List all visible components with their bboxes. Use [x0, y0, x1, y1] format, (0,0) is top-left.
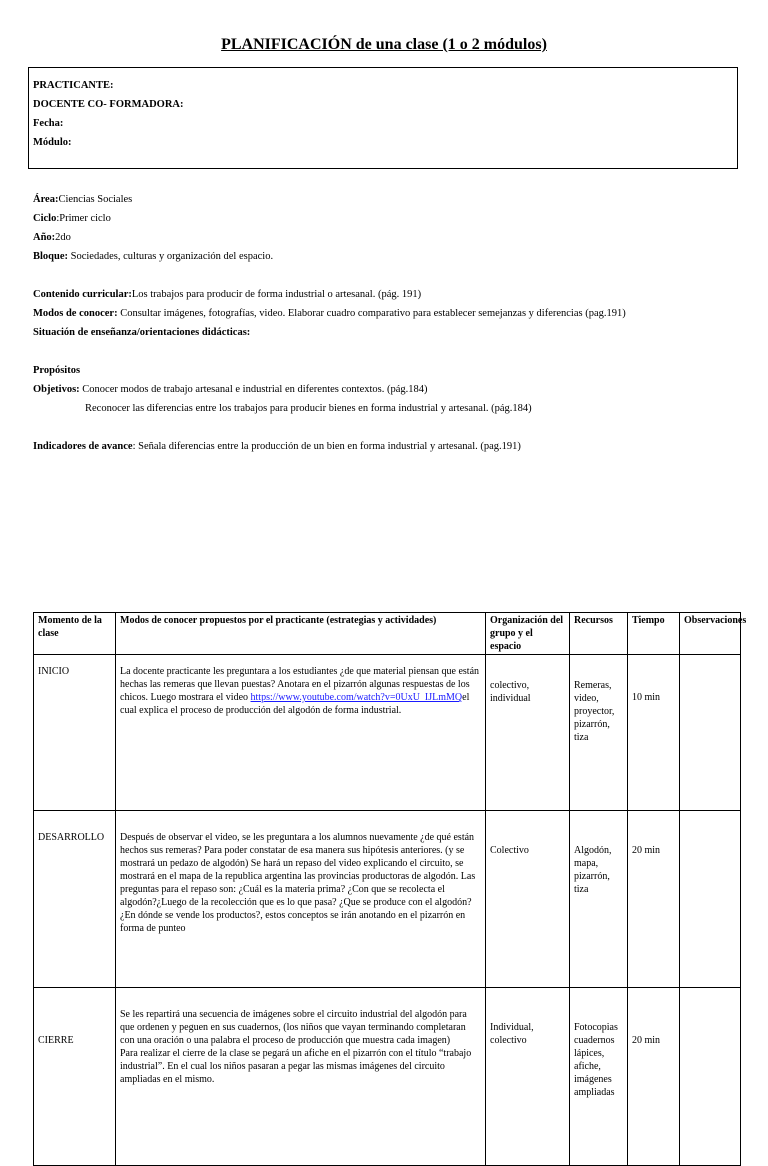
tiempo-cell: 20 min: [628, 988, 680, 1166]
ciclo-value: :Primer ciclo: [56, 213, 111, 224]
contenido-label: Contenido curricular:: [33, 289, 132, 300]
practicante-label: PRACTICANTE:: [33, 80, 114, 91]
modos-cell: [116, 988, 486, 1166]
recursos-cell: Fotocopias cuadernos lápices, afiche, imágenes ampliadas: [570, 988, 628, 1166]
table-header-row: [34, 613, 741, 655]
modos-label: Modos de conocer:: [33, 308, 118, 319]
anio-line: [33, 230, 753, 249]
col-header-tiempo: Tiempo: [628, 613, 680, 655]
indicadores-value: : Señala diferencias entre la producción de un bien en forma industrial y artesanal. (pag.191): [132, 441, 521, 452]
col-header-momento: Momento de la clase: [34, 613, 116, 655]
col-header-observaciones: Observaciones: [680, 613, 741, 655]
ciclo-label: Ciclo: [33, 213, 57, 224]
observaciones-cell: [680, 988, 741, 1166]
area-line: [33, 192, 753, 211]
table-row: [34, 811, 741, 988]
objetivo-1: Conocer modos de trabajo artesanal e industrial en diferentes contextos. (pág.184): [79, 384, 428, 395]
planning-table: [33, 612, 747, 1166]
observaciones-cell: [680, 655, 741, 811]
momento-cell: DESARROLLO: [34, 811, 116, 988]
col-header-recursos: Recursos: [570, 613, 628, 655]
document-title: PLANIFICACIÓN de una clase (1 o 2 módulos): [221, 36, 547, 53]
organizacion-cell: Individual, colectivo: [486, 988, 570, 1166]
recursos-cell: Remeras, video, proyector, pizarrón, tiza: [570, 655, 628, 811]
bloque-line: [33, 249, 753, 268]
momento-cell: CIERRE: [34, 988, 116, 1166]
indicadores-section: [33, 439, 753, 458]
video-link[interactable]: https://www.youtube.com/watch?v=0UxU_IJLmMQ: [250, 692, 463, 703]
recursos-cell: Algodón, mapa, pizarrón, tiza: [570, 811, 628, 988]
observaciones-cell: [680, 811, 741, 988]
propositos-section: [33, 363, 753, 420]
tiempo-cell: 20 min: [628, 811, 680, 988]
objetivos-line: [33, 382, 753, 401]
propositos-label: Propósitos: [33, 365, 81, 376]
objetivo-2: Reconocer las diferencias entre los trabajos para producir bienes en forma industrial y artesanal. (pág.184): [85, 403, 532, 414]
indicadores-line: [33, 439, 753, 458]
curriculum-section: [33, 287, 753, 344]
anio-value: 2do: [55, 232, 71, 243]
modos-text-continued: Para realizar el cierre de la clase se pegará un afiche en el pizarrón con el título “trabajo industrial”. En el cual los niños pasaran a pegar las mismas imágenes del circuito ampliadas en el mismo.: [120, 1048, 472, 1085]
anio-label: Año:: [33, 232, 56, 243]
bloque-value: Sociedades, culturas y organización del espacio.: [68, 251, 274, 262]
header-box: [28, 67, 738, 169]
contenido-line: [33, 287, 753, 306]
modos-cell: Después de observar el video, se les preguntara a los alumnos nuevamente ¿de qué están hechos sus remeras? Para poder constatar de esa manera sus hipótesis anteriores. (y se mostrará un pedazo de algodón) Se hará un repaso del video explicando el circuito, se mostrará en el mapa de la republica argentina las provincias productoras de algodón. Las preguntas para el repaso son: ¿Cuál es la materia prima? ¿Con que se recolecta el algodón?¿Luego de la recolección que es lo que pasa? ¿Que se produce con el algodón? ¿En dónde se vende los productos?, estos conceptos se irán anotando en el pizarrón en forma de punteo: [116, 811, 486, 988]
col-header-modos: Modos de conocer propuestos por el practicante (estrategias y actividades): [116, 613, 486, 655]
modos-value: Consultar imágenes, fotografías, video. Elaborar cuadro comparativo para establecer semejanzas y diferencias (pag.191): [117, 308, 626, 319]
fecha-label: Fecha:: [33, 118, 64, 129]
table-row: [34, 988, 741, 1166]
info-section: [33, 192, 753, 268]
modos-line: [33, 306, 753, 325]
modulo-label: Módulo:: [33, 137, 72, 148]
bloque-label: Bloque:: [33, 251, 69, 262]
modos-text: Se les repartirá una secuencia de imágenes sobre el circuito industrial del algodón para que ordenen y peguen en sus cuadernos, (los niños que vayan terminando completaran con una oración o una palabra el proceso de producción que muestra cada imagen): [120, 1009, 467, 1046]
area-label: Área:: [33, 194, 59, 205]
modos-cell: [116, 655, 486, 811]
ciclo-line: [33, 211, 753, 230]
objetivos-label: Objetivos:: [33, 384, 80, 395]
contenido-value: Los trabajos para producir de forma industrial o artesanal. (pág. 191): [131, 289, 422, 300]
situacion-label: Situación de enseñanza/orientaciones didácticas:: [33, 327, 251, 338]
modos-text-continued: el cual explica el proceso de producción del algodón de forma industrial.: [120, 692, 470, 716]
area-value: Ciencias Sociales: [58, 194, 133, 205]
organizacion-cell: Colectivo: [486, 811, 570, 988]
modos-text: La docente practicante les preguntara a los estudiantes ¿de que material piensan que están hechas las remeras que llevan puestas? Anotara en el pizarrón algunas respuestas de los chicos. Luego mostrara el video: [120, 666, 480, 703]
col-header-organizacion: Organización del grupo y el espacio: [486, 613, 570, 655]
docente-label: DOCENTE CO- FORMADORA:: [33, 99, 184, 110]
indicadores-label: Indicadores de avance: [33, 441, 133, 452]
tiempo-cell: 10 min: [628, 655, 680, 811]
momento-cell: INICIO: [34, 655, 116, 811]
table-row: [34, 655, 741, 811]
organizacion-cell: colectivo, individual: [486, 655, 570, 811]
